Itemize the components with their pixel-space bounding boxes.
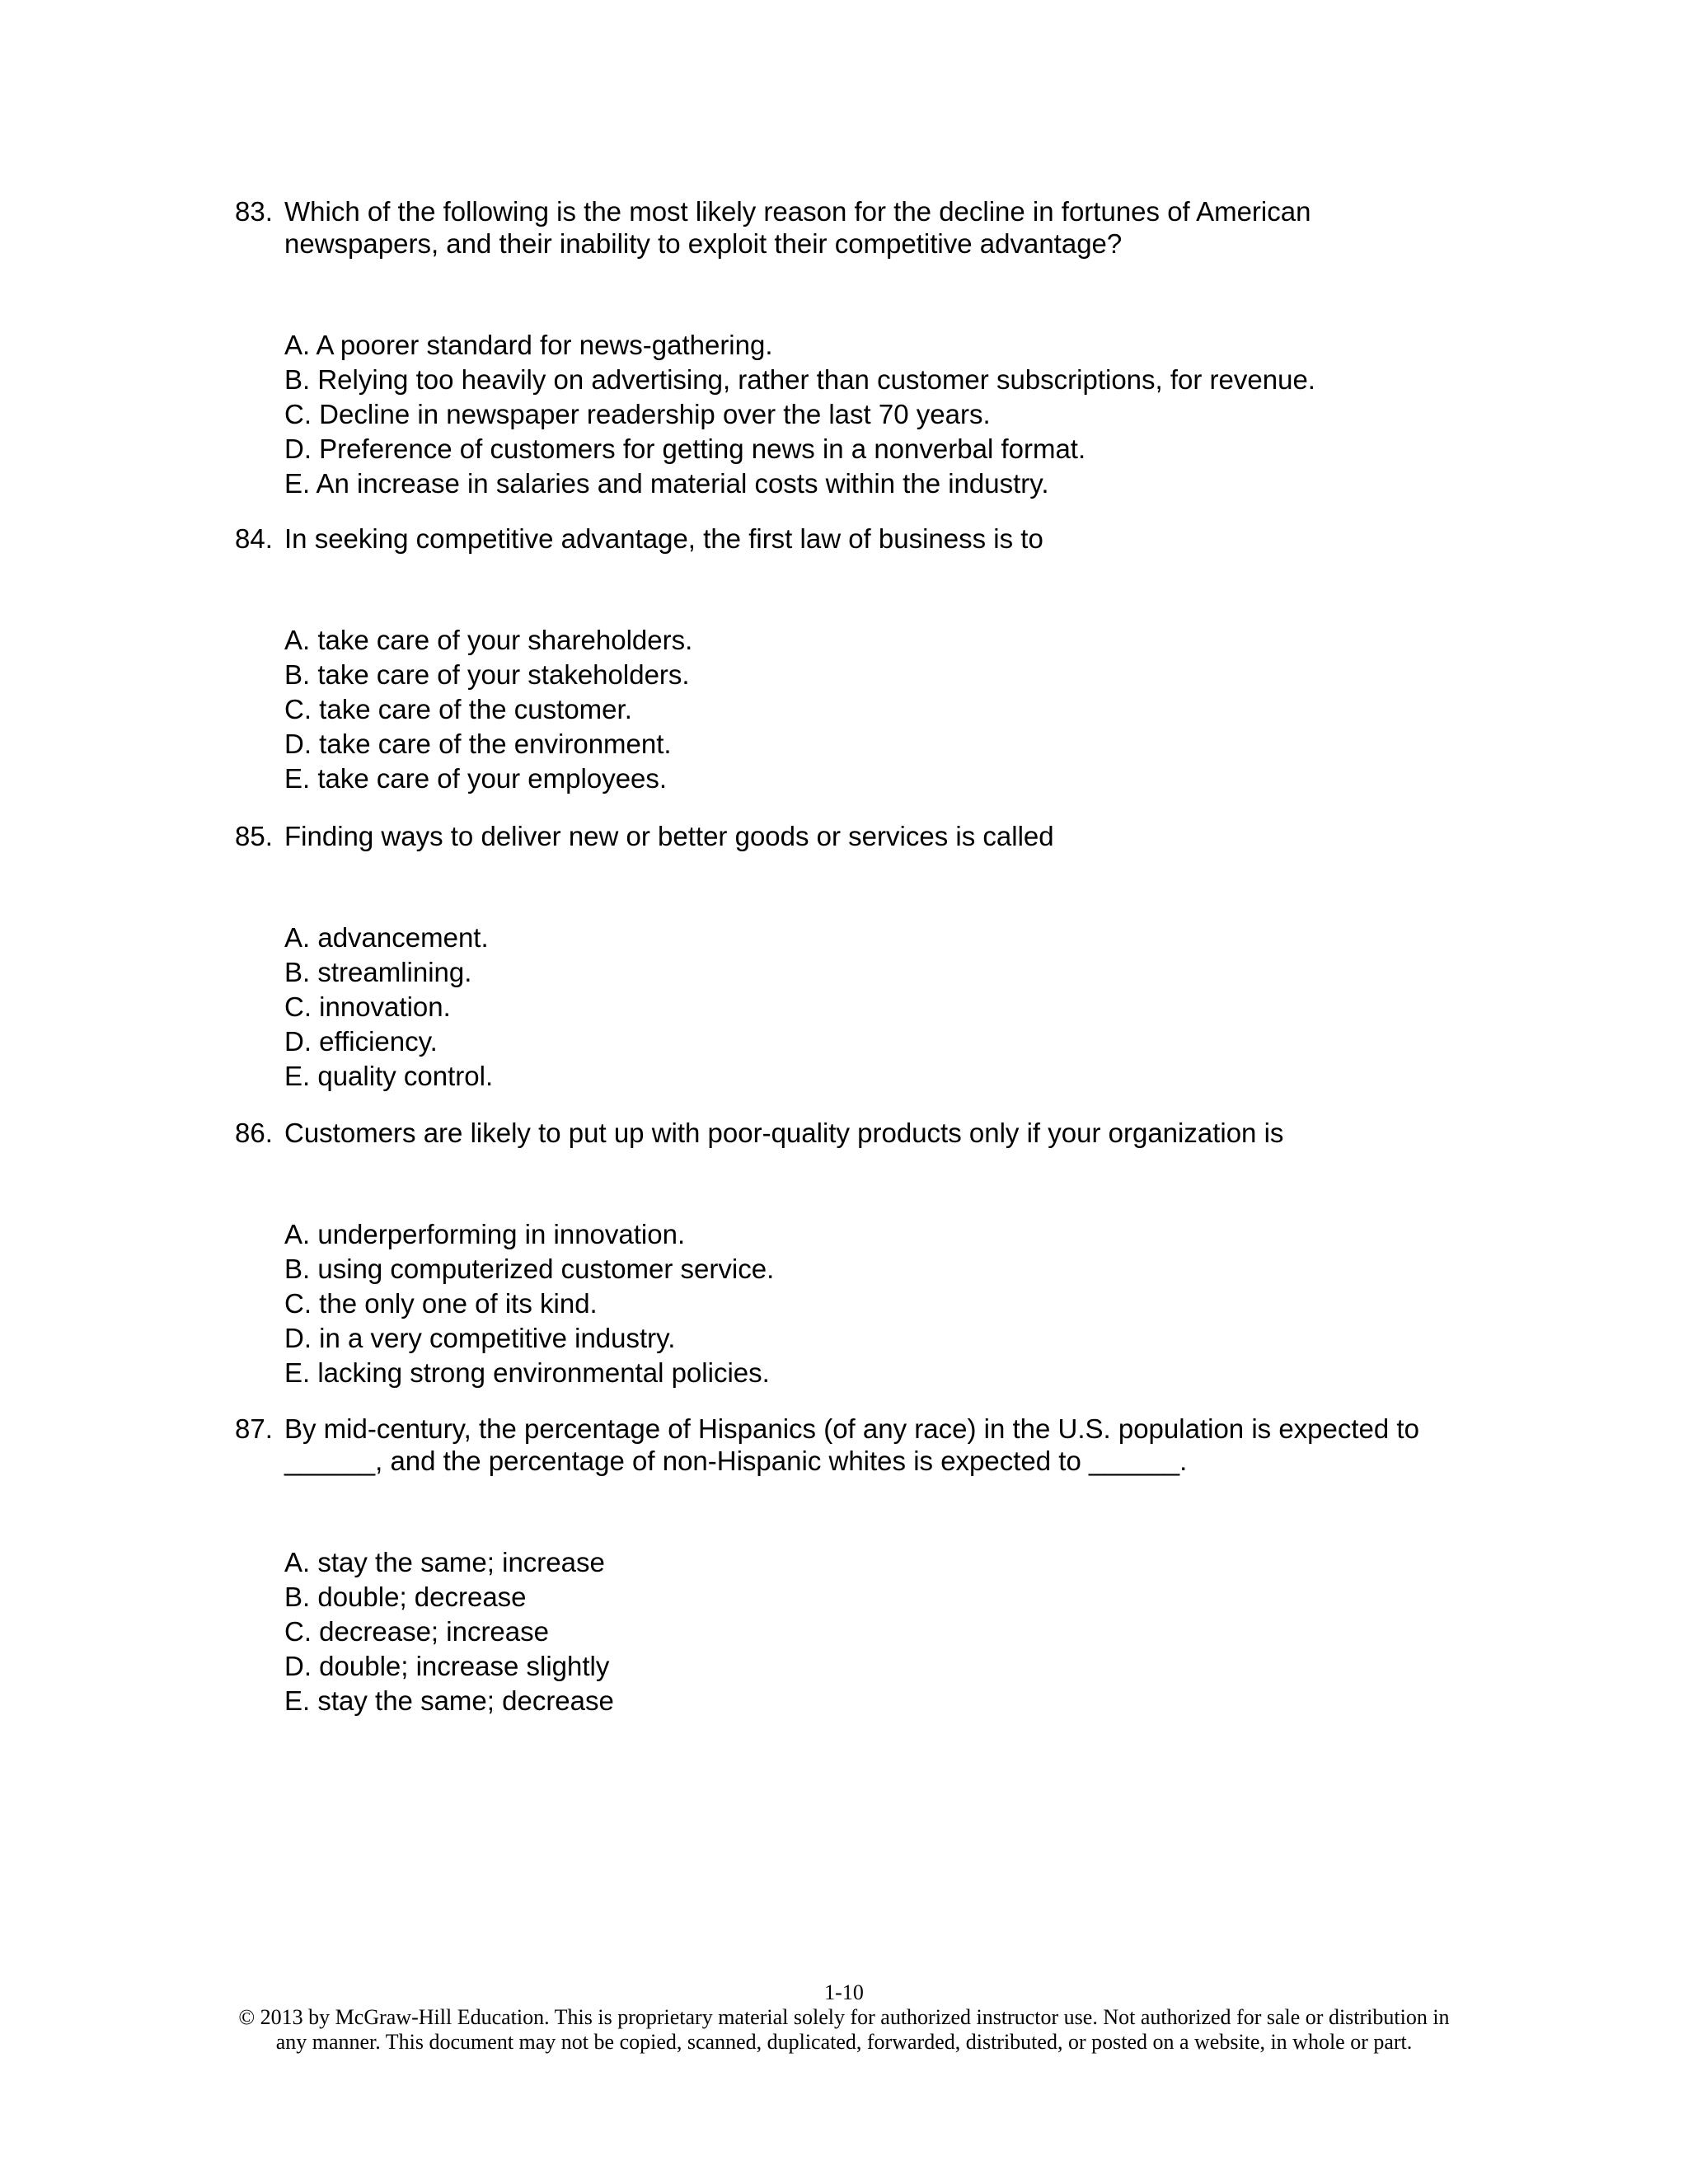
answer-option-a: A. A poorer standard for news-gathering. xyxy=(284,330,773,360)
answer-option-e: E. take care of your employees. xyxy=(284,763,668,794)
answer-option-a: A. stay the same; increase xyxy=(284,1547,605,1577)
answer-option-c: C. innovation. xyxy=(284,991,451,1022)
question-stem: In seeking competitive advantage, the first law of business is to xyxy=(284,523,1043,554)
answer-options xyxy=(284,1545,1471,1718)
question-number: 86. xyxy=(235,1118,273,1148)
answer-option-e: E. lacking strong environmental policies. xyxy=(284,1357,770,1388)
question-stem: By mid-century, the percentage of Hispanics (of any race) in the U.S. population is expected to ______, and the percentage of non-Hispanic whites is expected to ______. xyxy=(284,1413,1419,1476)
answer-option-b: B. streamlining. xyxy=(284,957,472,987)
answer-option-b: B. double; decrease xyxy=(284,1582,527,1612)
question-stem: Customers are likely to put up with poor-quality products only if your organization is xyxy=(284,1118,1284,1148)
answer-option-b: B. using computerized customer service. xyxy=(284,1254,775,1284)
question-stem: Finding ways to deliver new or better goods or services is called xyxy=(284,821,1054,851)
page-number: 1-10 xyxy=(824,1980,864,2004)
answer-option-d: D. in a very competitive industry. xyxy=(284,1323,676,1353)
question-number: 83. xyxy=(235,196,273,227)
question-stem: Which of the following is the most likely reason for the decline in fortunes of American newspapers, and their inability to exploit their competitive advantage? xyxy=(284,196,1311,259)
question-number: 85. xyxy=(235,821,273,851)
answer-option-c: C. decrease; increase xyxy=(284,1616,549,1647)
question-86 xyxy=(235,1117,1471,1418)
copyright-notice-line-1: © 2013 by McGraw-Hill Education. This is proprietary material solely for authorized instructor use. Not authorized for sale or distribution in xyxy=(238,2005,1450,2029)
answer-option-e: E. An increase in salaries and material costs within the industry. xyxy=(284,468,1049,499)
question-number: 87. xyxy=(235,1413,273,1444)
answer-option-c: C. the only one of its kind. xyxy=(284,1288,598,1319)
question-87 xyxy=(235,1413,1471,1746)
question-number: 84. xyxy=(235,523,273,554)
answer-option-c: C. take care of the customer. xyxy=(284,694,632,724)
copyright-notice-line-2: any manner. This document may not be copied, scanned, duplicated, forwarded, distributed, or posted on a website, in whole or part. xyxy=(275,2030,1413,2054)
answer-option-d: D. Preference of customers for getting news in a nonverbal format. xyxy=(284,434,1086,464)
answer-option-e: E. stay the same; decrease xyxy=(284,1685,614,1716)
answer-option-d: D. double; increase slightly xyxy=(284,1651,610,1681)
answer-option-a: A. take care of your shareholders. xyxy=(284,625,693,655)
answer-options xyxy=(284,623,1471,796)
answer-option-a: A. advancement. xyxy=(284,922,489,953)
answer-option-d: D. efficiency. xyxy=(284,1026,438,1057)
answer-options xyxy=(284,1217,1471,1390)
answer-option-a: A. underperforming in innovation. xyxy=(284,1219,686,1249)
question-84 xyxy=(235,523,1471,823)
answer-options xyxy=(284,328,1471,501)
answer-options xyxy=(284,921,1471,1094)
question-83 xyxy=(235,195,1471,528)
answer-option-e: E. quality control. xyxy=(284,1061,494,1091)
answer-option-c: C. Decline in newspaper readership over the last 70 years. xyxy=(284,399,991,429)
question-85 xyxy=(235,820,1471,1121)
answer-option-d: D. take care of the environment. xyxy=(284,729,672,759)
answer-option-b: B. Relying too heavily on advertising, rather than customer subscriptions, for revenue. xyxy=(284,364,1315,395)
answer-option-b: B. take care of your stakeholders. xyxy=(284,659,690,690)
